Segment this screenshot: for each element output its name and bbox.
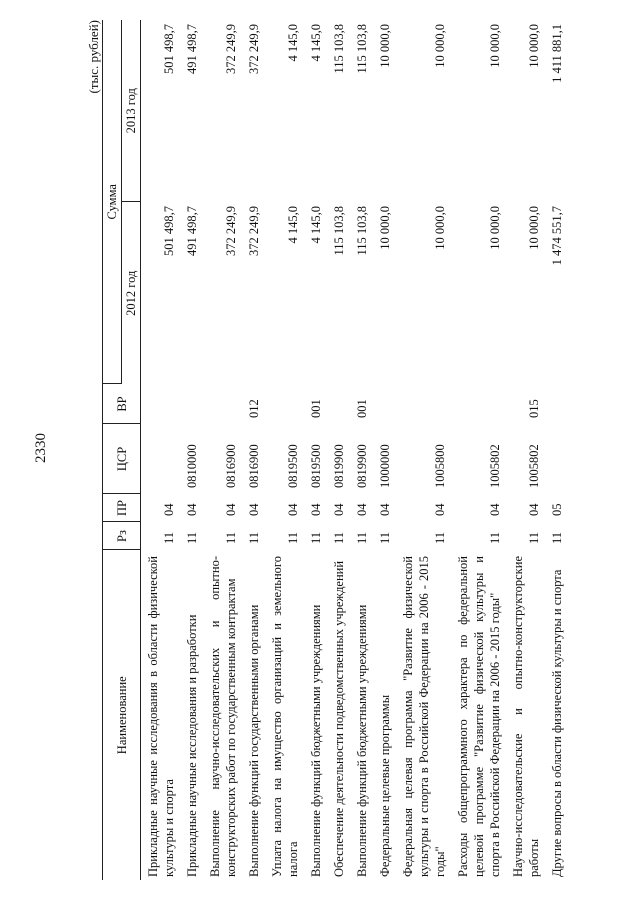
rotated-page <box>80 20 610 880</box>
cell-csr: 1005802 <box>488 444 502 488</box>
table-row <box>141 20 181 880</box>
cell-vr: 001 <box>355 399 369 418</box>
cell-vr: 015 <box>527 399 541 418</box>
cell-pr: 04 <box>332 503 346 516</box>
cell-2012: 4 145,0 <box>309 206 323 244</box>
cell-pr: 04 <box>433 503 447 516</box>
table-row <box>350 20 373 880</box>
cell-pr: 05 <box>550 503 564 516</box>
cell-name: Выполнение функций государственными органами <box>247 604 261 877</box>
header-pr: ПР <box>103 494 141 522</box>
table-row <box>451 20 506 880</box>
cell-2013: 10 000,0 <box>378 24 392 68</box>
cell-2012: 372 249,9 <box>247 206 261 256</box>
cell-rz: 11 <box>185 531 199 544</box>
cell-rz: 11 <box>286 531 300 544</box>
table-row <box>327 20 350 880</box>
cell-vr <box>327 384 350 424</box>
cell-2013: 115 103,8 <box>332 24 346 74</box>
header-vr: ВР <box>103 384 141 424</box>
cell-csr: 0819500 <box>286 444 300 488</box>
page-number: 2330 <box>33 433 49 463</box>
cell-csr: 0819900 <box>355 444 369 488</box>
cell-pr: 04 <box>247 503 261 516</box>
cell-vr <box>265 384 304 424</box>
cell-pr: 04 <box>488 503 502 516</box>
cell-pr: 04 <box>286 503 300 516</box>
header-2013: 2013 год <box>122 20 141 202</box>
header-sum: Сумма <box>103 20 122 384</box>
header-name: Наименование <box>103 550 141 880</box>
cell-csr: 1005800 <box>433 444 447 488</box>
cell-rz: 11 <box>433 531 447 544</box>
cell-vr <box>396 384 451 424</box>
header-rz: Рз <box>103 522 141 550</box>
cell-pr: 04 <box>527 503 541 516</box>
cell-2013: 4 145,0 <box>309 24 323 62</box>
cell-2012: 1 474 551,7 <box>550 206 564 266</box>
cell-csr: 0819900 <box>332 444 346 488</box>
cell-csr: 1005802 <box>527 444 541 488</box>
table-row <box>373 20 396 880</box>
cell-2013: 10 000,0 <box>488 24 502 68</box>
cell-pr: 04 <box>355 503 369 516</box>
cell-name: Федеральная целевая программа "Развитие физической культуры и спорта в Российской Федерации на 2006 - 2015 годы" <box>401 556 447 877</box>
cell-vr <box>545 384 568 424</box>
cell-rz: 11 <box>488 531 502 544</box>
cell-2013: 1 411 881,1 <box>550 24 564 83</box>
cell-csr <box>545 424 568 494</box>
cell-2012: 10 000,0 <box>378 206 392 250</box>
cell-2012: 115 103,8 <box>355 206 369 256</box>
cell-rz: 11 <box>527 531 541 544</box>
table-row <box>506 20 545 880</box>
cell-name: Прикладные научные исследования и разработки <box>185 614 199 877</box>
cell-vr <box>180 384 203 424</box>
cell-vr <box>373 384 396 424</box>
cell-name: Федеральные целевые программы <box>378 694 392 877</box>
cell-2012: 4 145,0 <box>286 206 300 244</box>
cell-2013: 10 000,0 <box>433 24 447 68</box>
cell-2013: 10 000,0 <box>527 24 541 68</box>
cell-2012: 10 000,0 <box>527 206 541 250</box>
cell-csr: 1000000 <box>378 444 392 488</box>
cell-2013: 372 249,9 <box>247 24 261 74</box>
cell-csr: 0810000 <box>185 444 199 488</box>
table-row <box>396 20 451 880</box>
table-row <box>203 20 242 880</box>
cell-rz: 11 <box>550 531 564 544</box>
header-2012: 2012 год <box>122 202 141 384</box>
cell-2013: 4 145,0 <box>286 24 300 62</box>
cell-rz: 11 <box>355 531 369 544</box>
cell-rz: 11 <box>309 531 323 544</box>
cell-rz: 11 <box>378 531 392 544</box>
cell-name: Выполнение функций бюджетными учреждениями <box>355 604 369 877</box>
cell-pr: 04 <box>309 503 323 516</box>
cell-pr: 04 <box>224 503 238 516</box>
cell-2012: 501 498,7 <box>162 206 176 256</box>
cell-vr: 012 <box>247 399 261 418</box>
cell-name: Другие вопросы в области физической культуры и спорта <box>550 569 564 877</box>
cell-name: Выполнение научно-исследовательских и опытно-конструкторских работ по государственным контрактам <box>208 556 238 877</box>
cell-name: Прикладные научные исследования в области физической культуры и спорта <box>146 556 176 877</box>
cell-name: Выполнение функций бюджетными учреждениями <box>309 604 323 877</box>
table-row <box>304 20 327 880</box>
cell-rz: 11 <box>247 531 261 544</box>
cell-name: Уплата налога на имущество организаций и земельного налога <box>270 556 300 877</box>
table-row <box>242 20 265 880</box>
cell-csr: 0816900 <box>247 444 261 488</box>
cell-2012: 372 249,9 <box>224 206 238 256</box>
table-body <box>141 20 569 880</box>
cell-rz: 11 <box>224 531 238 544</box>
cell-2012: 115 103,8 <box>332 206 346 256</box>
cell-rz: 11 <box>332 531 346 544</box>
cell-2013: 372 249,9 <box>224 24 238 74</box>
cell-vr <box>141 384 181 424</box>
cell-2013: 491 498,7 <box>185 24 199 74</box>
table-row <box>265 20 304 880</box>
cell-vr <box>451 384 506 424</box>
cell-csr: 0819500 <box>309 444 323 488</box>
units-label: (тыс. рублей) <box>86 20 101 94</box>
cell-2013: 501 498,7 <box>162 24 176 74</box>
header-csr: ЦСР <box>103 424 141 494</box>
budget-table <box>102 20 568 880</box>
cell-rz: 11 <box>162 531 176 544</box>
cell-2012: 10 000,0 <box>433 206 447 250</box>
cell-pr: 04 <box>185 503 199 516</box>
cell-vr <box>203 384 242 424</box>
cell-csr <box>141 424 181 494</box>
cell-2012: 491 498,7 <box>185 206 199 256</box>
cell-name: Расходы общепрограммного характера по федеральной целевой программе "Развитие физической культуры и спорта в Российской Федерации на 2006 - 2015 годы" <box>456 556 502 877</box>
cell-pr: 04 <box>162 503 176 516</box>
cell-2012: 10 000,0 <box>488 206 502 250</box>
cell-csr: 0816900 <box>224 444 238 488</box>
cell-vr: 001 <box>309 399 323 418</box>
cell-name: Научно-исследовательские и опытно-конструкторские работы <box>511 556 541 877</box>
table-row <box>180 20 203 880</box>
cell-name: Обеспечение деятельности подведомственных учреждений <box>332 560 346 877</box>
table-row <box>545 20 568 880</box>
cell-pr: 04 <box>378 503 392 516</box>
cell-2013: 115 103,8 <box>355 24 369 74</box>
table-header <box>103 20 141 880</box>
